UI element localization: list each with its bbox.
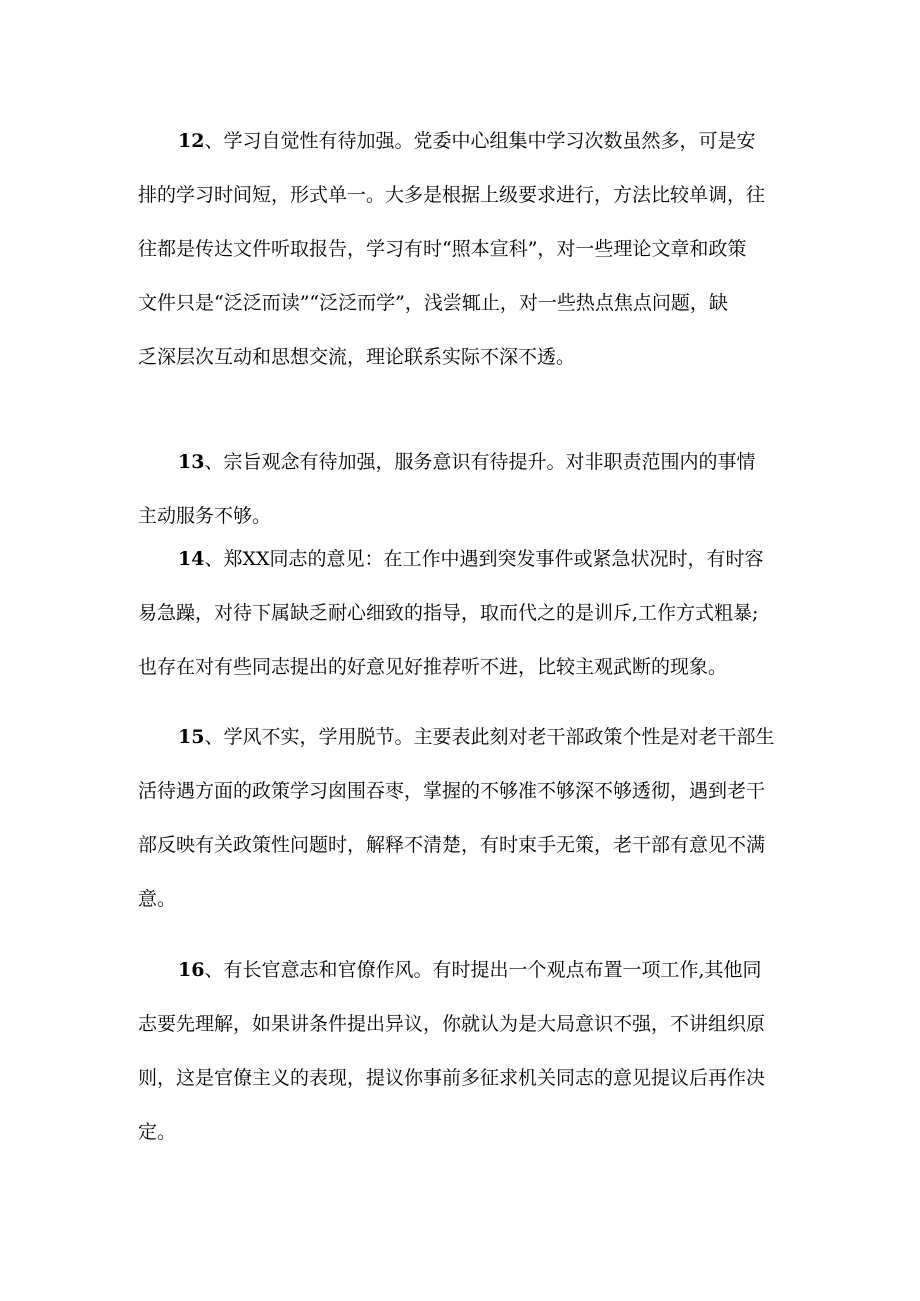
paragraph-13 [138,435,796,543]
paragraph-line: 意。 [138,888,177,910]
paragraph-line [138,943,796,997]
paragraph-line: 文件只是“泛泛而读”“泛泛而学”，浅尝辄止，对一些热点焦点问题，缺 [138,292,728,314]
line-text: 、学风不实，学用脱节。主要表此刻对老干部政策个性是对老干部生 [204,726,775,748]
item-number: 13 [178,451,205,473]
paragraph-line: 也存在对有些同志提出的好意见好推荐听不进，比较主观武断的现象。 [138,656,728,678]
paragraph-line [138,435,796,489]
item-number: 16 [178,959,205,981]
paragraph-14 [138,532,796,694]
paragraph-12 [138,114,796,384]
item-number: 12 [178,130,205,152]
paragraph-line: 志要先理解，如果讲条件提出异议，你就认为是大局意识不强，不讲组织原 [138,1013,766,1035]
paragraph-line: 定。 [138,1121,177,1143]
paragraph-line [138,710,796,764]
paragraph-line: 乏深层次互动和思想交流，理论联系实际不深不透。 [138,346,576,368]
paragraph-line: 则，这是官僚主义的表现，提议你事前多征求机关同志的意见提议后再作决 [138,1067,766,1089]
line-text: 、学习自觉性有待加强。党委中心组集中学习次数虽然多，可是安 [204,130,756,152]
item-number: 14 [178,548,205,570]
line-text: 、郑XX同志的意见：在工作中遇到突发事件或紧急状况时，有时容 [204,548,764,570]
paragraph-line: 易急躁，对待下属缺乏耐心细致的指导，取而代之的是训斥,工作方式粗暴; [138,602,759,624]
paragraph-line: 活待遇方面的政策学习囱围吞枣，掌握的不够准不够深不够透彻，遇到老干 [138,780,766,802]
line-text: 、宗旨观念有待加强，服务意识有待提升。对非职责范围内的事情 [204,451,756,473]
item-number: 15 [178,726,205,748]
paragraph-line: 往都是传达文件听取报告，学习有时“照本宣科”，对一些理论文章和政策 [138,238,747,260]
paragraph-line [138,532,796,586]
line-text: 、有长官意志和官僚作风。有时提出一个观点布置一项工作,其他同 [204,959,762,981]
paragraph-line: 主动服务不够。 [138,505,272,527]
paragraph-line [138,114,796,168]
paragraph-16 [138,943,796,1159]
paragraph-15 [138,710,796,926]
paragraph-line: 排的学习时间短，形式单一。大多是根据上级要求进行，方法比较单调，往 [138,184,766,206]
paragraph-line: 部反映有关政策性问题时，解释不清楚，有时束手无策，老干部有意见不满 [138,834,766,856]
